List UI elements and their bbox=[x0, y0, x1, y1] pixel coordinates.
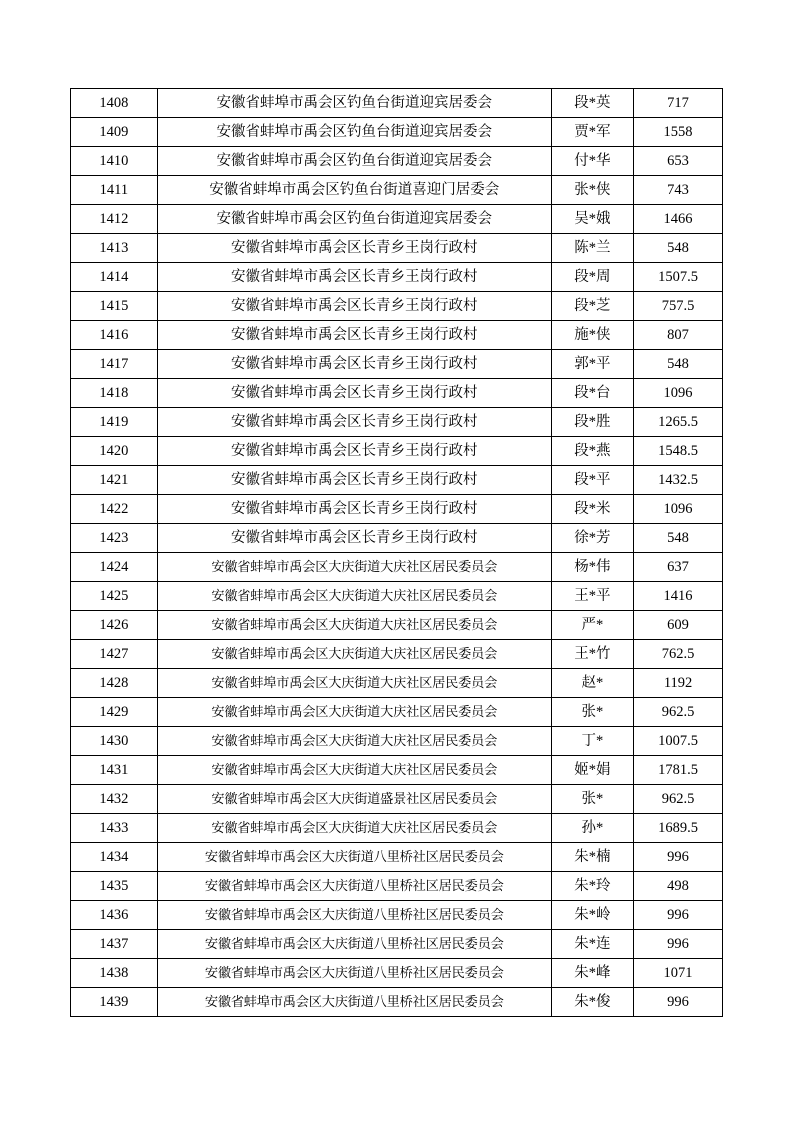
row-name: 赵* bbox=[551, 669, 633, 698]
row-organization: 安徽省蚌埠市禹会区大庆街道大庆社区居民委员会 bbox=[157, 698, 551, 727]
row-name: 朱*岭 bbox=[551, 901, 633, 930]
row-amount: 717 bbox=[634, 89, 723, 118]
row-name: 施*侠 bbox=[551, 321, 633, 350]
row-organization: 安徽省蚌埠市禹会区大庆街道八里桥社区居民委员会 bbox=[157, 930, 551, 959]
row-id: 1418 bbox=[71, 379, 158, 408]
row-name: 朱*俊 bbox=[551, 988, 633, 1017]
table-row bbox=[71, 118, 723, 147]
table-row bbox=[71, 901, 723, 930]
row-name: 姬*娟 bbox=[551, 756, 633, 785]
row-name: 朱*楠 bbox=[551, 843, 633, 872]
table-row bbox=[71, 524, 723, 553]
row-amount: 1558 bbox=[634, 118, 723, 147]
table-row bbox=[71, 321, 723, 350]
row-id: 1422 bbox=[71, 495, 158, 524]
table-row bbox=[71, 379, 723, 408]
row-organization: 安徽省蚌埠市禹会区长青乡王岗行政村 bbox=[157, 379, 551, 408]
row-organization: 安徽省蚌埠市禹会区大庆街道盛景社区居民委员会 bbox=[157, 785, 551, 814]
row-amount: 1781.5 bbox=[634, 756, 723, 785]
row-id: 1425 bbox=[71, 582, 158, 611]
row-organization: 安徽省蚌埠市禹会区大庆街道大庆社区居民委员会 bbox=[157, 727, 551, 756]
row-id: 1435 bbox=[71, 872, 158, 901]
row-amount: 996 bbox=[634, 843, 723, 872]
row-name: 付*华 bbox=[551, 147, 633, 176]
row-id: 1419 bbox=[71, 408, 158, 437]
row-organization: 安徽省蚌埠市禹会区大庆街道大庆社区居民委员会 bbox=[157, 756, 551, 785]
row-amount: 996 bbox=[634, 930, 723, 959]
row-id: 1423 bbox=[71, 524, 158, 553]
row-name: 朱*玲 bbox=[551, 872, 633, 901]
row-name: 王*竹 bbox=[551, 640, 633, 669]
row-id: 1411 bbox=[71, 176, 158, 205]
table-body bbox=[71, 89, 723, 1017]
table-row bbox=[71, 437, 723, 466]
table-row bbox=[71, 959, 723, 988]
row-organization: 安徽省蚌埠市禹会区长青乡王岗行政村 bbox=[157, 292, 551, 321]
row-amount: 653 bbox=[634, 147, 723, 176]
table-row bbox=[71, 756, 723, 785]
row-id: 1428 bbox=[71, 669, 158, 698]
row-organization: 安徽省蚌埠市禹会区钓鱼台街道喜迎门居委会 bbox=[157, 176, 551, 205]
table-row bbox=[71, 553, 723, 582]
row-organization: 安徽省蚌埠市禹会区大庆街道八里桥社区居民委员会 bbox=[157, 901, 551, 930]
row-organization: 安徽省蚌埠市禹会区长青乡王岗行政村 bbox=[157, 408, 551, 437]
table-row bbox=[71, 814, 723, 843]
row-name: 朱*峰 bbox=[551, 959, 633, 988]
table-row bbox=[71, 727, 723, 756]
row-organization: 安徽省蚌埠市禹会区大庆街道大庆社区居民委员会 bbox=[157, 640, 551, 669]
row-organization: 安徽省蚌埠市禹会区长青乡王岗行政村 bbox=[157, 524, 551, 553]
row-name: 张* bbox=[551, 785, 633, 814]
row-name: 贾*军 bbox=[551, 118, 633, 147]
table-row bbox=[71, 495, 723, 524]
row-organization: 安徽省蚌埠市禹会区大庆街道大庆社区居民委员会 bbox=[157, 669, 551, 698]
row-amount: 548 bbox=[634, 350, 723, 379]
row-amount: 996 bbox=[634, 901, 723, 930]
row-name: 吴*娥 bbox=[551, 205, 633, 234]
row-organization: 安徽省蚌埠市禹会区大庆街道八里桥社区居民委员会 bbox=[157, 872, 551, 901]
row-id: 1408 bbox=[71, 89, 158, 118]
row-name: 张*侠 bbox=[551, 176, 633, 205]
row-amount: 1096 bbox=[634, 379, 723, 408]
row-organization: 安徽省蚌埠市禹会区大庆街道大庆社区居民委员会 bbox=[157, 582, 551, 611]
row-name: 孙* bbox=[551, 814, 633, 843]
row-id: 1438 bbox=[71, 959, 158, 988]
row-organization: 安徽省蚌埠市禹会区钓鱼台街道迎宾居委会 bbox=[157, 147, 551, 176]
row-organization: 安徽省蚌埠市禹会区长青乡王岗行政村 bbox=[157, 321, 551, 350]
row-id: 1413 bbox=[71, 234, 158, 263]
row-id: 1437 bbox=[71, 930, 158, 959]
row-organization: 安徽省蚌埠市禹会区大庆街道大庆社区居民委员会 bbox=[157, 553, 551, 582]
row-name: 郭*平 bbox=[551, 350, 633, 379]
row-organization: 安徽省蚌埠市禹会区钓鱼台街道迎宾居委会 bbox=[157, 205, 551, 234]
row-amount: 1432.5 bbox=[634, 466, 723, 495]
row-id: 1410 bbox=[71, 147, 158, 176]
row-amount: 762.5 bbox=[634, 640, 723, 669]
table-row bbox=[71, 263, 723, 292]
row-id: 1431 bbox=[71, 756, 158, 785]
row-id: 1417 bbox=[71, 350, 158, 379]
row-id: 1414 bbox=[71, 263, 158, 292]
row-organization: 安徽省蚌埠市禹会区大庆街道大庆社区居民委员会 bbox=[157, 814, 551, 843]
row-id: 1436 bbox=[71, 901, 158, 930]
table-row bbox=[71, 988, 723, 1017]
row-id: 1432 bbox=[71, 785, 158, 814]
row-organization: 安徽省蚌埠市禹会区钓鱼台街道迎宾居委会 bbox=[157, 118, 551, 147]
row-id: 1412 bbox=[71, 205, 158, 234]
row-name: 张* bbox=[551, 698, 633, 727]
row-id: 1415 bbox=[71, 292, 158, 321]
row-amount: 1071 bbox=[634, 959, 723, 988]
row-id: 1427 bbox=[71, 640, 158, 669]
row-organization: 安徽省蚌埠市禹会区长青乡王岗行政村 bbox=[157, 234, 551, 263]
table-row bbox=[71, 176, 723, 205]
table-row bbox=[71, 611, 723, 640]
table-row bbox=[71, 698, 723, 727]
row-amount: 1548.5 bbox=[634, 437, 723, 466]
row-organization: 安徽省蚌埠市禹会区长青乡王岗行政村 bbox=[157, 466, 551, 495]
row-name: 丁* bbox=[551, 727, 633, 756]
row-amount: 1416 bbox=[634, 582, 723, 611]
table-row bbox=[71, 408, 723, 437]
row-name: 段*米 bbox=[551, 495, 633, 524]
row-organization: 安徽省蚌埠市禹会区钓鱼台街道迎宾居委会 bbox=[157, 89, 551, 118]
row-id: 1420 bbox=[71, 437, 158, 466]
table-row bbox=[71, 89, 723, 118]
row-organization: 安徽省蚌埠市禹会区长青乡王岗行政村 bbox=[157, 350, 551, 379]
row-organization: 安徽省蚌埠市禹会区大庆街道大庆社区居民委员会 bbox=[157, 611, 551, 640]
row-id: 1439 bbox=[71, 988, 158, 1017]
row-organization: 安徽省蚌埠市禹会区大庆街道八里桥社区居民委员会 bbox=[157, 843, 551, 872]
row-name: 段*台 bbox=[551, 379, 633, 408]
row-name: 段*平 bbox=[551, 466, 633, 495]
table-row bbox=[71, 930, 723, 959]
row-name: 陈*兰 bbox=[551, 234, 633, 263]
row-id: 1433 bbox=[71, 814, 158, 843]
table-row bbox=[71, 205, 723, 234]
row-amount: 1265.5 bbox=[634, 408, 723, 437]
row-name: 段*燕 bbox=[551, 437, 633, 466]
row-organization: 安徽省蚌埠市禹会区大庆街道八里桥社区居民委员会 bbox=[157, 988, 551, 1017]
row-organization: 安徽省蚌埠市禹会区长青乡王岗行政村 bbox=[157, 437, 551, 466]
row-name: 徐*芳 bbox=[551, 524, 633, 553]
row-amount: 1192 bbox=[634, 669, 723, 698]
row-name: 段*周 bbox=[551, 263, 633, 292]
row-amount: 1689.5 bbox=[634, 814, 723, 843]
row-amount: 962.5 bbox=[634, 698, 723, 727]
row-amount: 548 bbox=[634, 234, 723, 263]
row-amount: 1466 bbox=[634, 205, 723, 234]
table-row bbox=[71, 466, 723, 495]
subsidy-recipients-table bbox=[70, 88, 723, 1017]
row-id: 1430 bbox=[71, 727, 158, 756]
row-id: 1424 bbox=[71, 553, 158, 582]
row-amount: 1007.5 bbox=[634, 727, 723, 756]
row-amount: 548 bbox=[634, 524, 723, 553]
row-name: 朱*连 bbox=[551, 930, 633, 959]
row-organization: 安徽省蚌埠市禹会区大庆街道八里桥社区居民委员会 bbox=[157, 959, 551, 988]
table-row bbox=[71, 234, 723, 263]
row-amount: 1096 bbox=[634, 495, 723, 524]
table-row bbox=[71, 582, 723, 611]
row-amount: 609 bbox=[634, 611, 723, 640]
row-id: 1421 bbox=[71, 466, 158, 495]
row-amount: 757.5 bbox=[634, 292, 723, 321]
row-amount: 743 bbox=[634, 176, 723, 205]
row-name: 段*胜 bbox=[551, 408, 633, 437]
row-name: 严* bbox=[551, 611, 633, 640]
row-amount: 962.5 bbox=[634, 785, 723, 814]
row-name: 段*芝 bbox=[551, 292, 633, 321]
table-row bbox=[71, 872, 723, 901]
table-row bbox=[71, 843, 723, 872]
row-amount: 807 bbox=[634, 321, 723, 350]
row-id: 1429 bbox=[71, 698, 158, 727]
row-name: 杨*伟 bbox=[551, 553, 633, 582]
row-id: 1434 bbox=[71, 843, 158, 872]
table-row bbox=[71, 669, 723, 698]
row-id: 1409 bbox=[71, 118, 158, 147]
row-amount: 1507.5 bbox=[634, 263, 723, 292]
row-amount: 637 bbox=[634, 553, 723, 582]
table-row bbox=[71, 350, 723, 379]
table-row bbox=[71, 785, 723, 814]
table-row bbox=[71, 292, 723, 321]
row-id: 1416 bbox=[71, 321, 158, 350]
row-organization: 安徽省蚌埠市禹会区长青乡王岗行政村 bbox=[157, 263, 551, 292]
row-id: 1426 bbox=[71, 611, 158, 640]
row-amount: 996 bbox=[634, 988, 723, 1017]
row-amount: 498 bbox=[634, 872, 723, 901]
table-row bbox=[71, 640, 723, 669]
row-name: 段*英 bbox=[551, 89, 633, 118]
row-organization: 安徽省蚌埠市禹会区长青乡王岗行政村 bbox=[157, 495, 551, 524]
table-row bbox=[71, 147, 723, 176]
row-name: 王*平 bbox=[551, 582, 633, 611]
